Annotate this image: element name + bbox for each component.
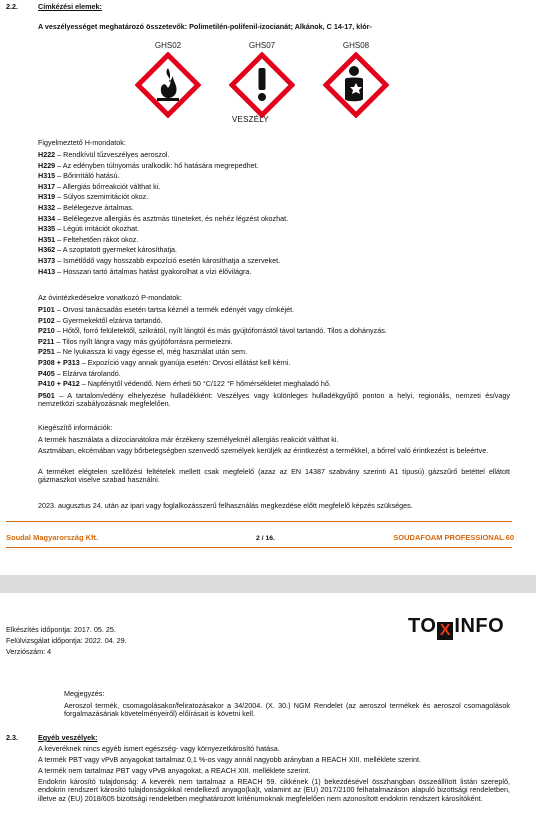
statement-item [38, 327, 387, 335]
statement-text: – Feltehetően rákot okoz. [55, 234, 139, 244]
statement-text: – Rendkívül tűzveszélyes aeroszol. [55, 150, 170, 159]
statement-item [38, 162, 259, 170]
exclamation-mark-icon [229, 52, 295, 118]
statement-code: P308 + P313 [38, 358, 80, 367]
statement-item [38, 338, 233, 346]
statement-item [38, 193, 148, 201]
statement-item [38, 359, 290, 367]
statement-item [38, 317, 163, 325]
statement-item [38, 172, 120, 180]
pictogram-code: GHS02 [154, 41, 182, 50]
statement-text: – Ismétlődő vagy hosszabb expozíció esetén károsíthatja a szerveket. [55, 256, 281, 265]
health-hazard-icon [323, 52, 389, 118]
section-title: Egyéb veszélyek: [38, 733, 98, 742]
section-number: 2.3. [6, 733, 18, 742]
p-statements-title: Az óvintézkedésekre vonatkozó P-mondatok: [38, 293, 182, 302]
statement-text: – Bőrirritáló hatású. [55, 171, 120, 181]
statement-item [38, 257, 280, 265]
footer-divider [6, 521, 512, 522]
note-title: Megjegyzés: [64, 689, 105, 698]
statement-text: – Elzárva tárolandó. [54, 368, 121, 378]
statement-code: P102 [38, 315, 55, 325]
h-statements-title: Figyelmeztető H-mondatok: [38, 138, 126, 147]
version-number: Verziószám: 4 [6, 647, 52, 656]
created-date: Elkészítés időpontja: 2017. 05. 25. [6, 625, 116, 634]
statement-item [38, 370, 121, 378]
statement-item [38, 204, 134, 212]
footer-company: Soudal Magyarország Kft. [6, 533, 99, 542]
footer-divider [6, 547, 512, 548]
statement-text: – Légúti irritációt okozhat. [55, 224, 140, 234]
statement-item [38, 215, 288, 223]
section-number: 2.2. [6, 2, 18, 11]
statement-item [38, 268, 251, 276]
extra-info-line: A termék használata a diizocianátokra már érzékeny személyeknél allergiás reakciót válthat ki. [38, 435, 339, 444]
statement-code: P405 [38, 368, 55, 378]
statement-code: H335 [38, 224, 56, 234]
other-hazards-line: A termék PBT vagy vPvB anyagokat tartalmaz 0,1 %-os vagy annál nagyobb arányban a REACH XIII. melléklete szerint. [38, 755, 421, 764]
statement-item [38, 306, 294, 314]
statement-item [38, 236, 138, 244]
statement-code: H373 [38, 256, 56, 265]
page-separator [0, 575, 536, 593]
statement-code: P211 [38, 336, 55, 346]
statement-code: P251 [38, 347, 55, 357]
pictogram-code: GHS08 [342, 41, 370, 50]
statement-text: – Napfénytől védendő. Nem érheti 50 °C/122 °F hőmérsékletet meghaladó hő. [79, 379, 331, 389]
statement-text: – A szoptatott gyermeket károsíthatja. [55, 245, 178, 255]
statement-code: H413 [38, 266, 56, 276]
reviewed-date: Felülvizsgálat időpontja: 2022. 04. 29. [6, 636, 127, 645]
statement-code: H332 [38, 203, 56, 212]
extra-info-line: 2023. augusztus 24. után az ipari vagy foglalkozásszerű felhasználás megkezdése előtt megfelelő képzés szükséges. [38, 501, 413, 510]
other-hazards-line: A keveréknek nincs egyéb ismert egészség- vagy környezetkárosító hatása. [38, 744, 280, 753]
statement-text: – Hosszan tartó ártalmas hatást gyakorolhat a vízi élővilágra. [55, 266, 252, 276]
statement-item [38, 348, 247, 356]
statement-code: P101 [38, 305, 55, 314]
note-text: Aeroszol termék, csomagolásakor/feliratozásakor a 34/2004. (X. 30.) NGM Rendelet (az aeroszol termékek és aeroszol csomagolások forgalmazásának követelményeiről) előírásait is követni kell. [64, 701, 510, 719]
pictogram-code: GHS07 [248, 41, 276, 50]
statement-item [38, 151, 169, 159]
statement-code: H319 [38, 192, 56, 202]
statement-code: H317 [38, 181, 56, 191]
statement-text: – Expozíció vagy annak gyanúja esetén: Orvosi ellátást kell kérni. [79, 358, 291, 367]
statement-text: – Ne lyukassza ki vagy égesse el, még használat után sem. [54, 347, 247, 357]
p501-statement: P501 – A tartalom/edény elhelyezése hulladékként: Veszélyes vagy különleges hulladékgyűjtő ponton a helyi, regionális, nemzeti és/vagy nemzetközi szabályozásnak megfelelően. [38, 391, 510, 409]
statement-text: – Orvosi tanácsadás esetén tartsa kéznél a termék edényét vagy címkéjét. [54, 305, 295, 314]
endocrine-disruptor-text: Endokrin károsító tulajdonság: A keverék nem tartalmaz a REACH 59. cikkének (1) bekezdésével összhangban összeállított listán szereplő, endokrin rendszert károsító tulajdonságokkal rendelkező anyago(ka)t, valamint az (EU) 2017/2100 felhatalmazáson alapuló bizottsági rendeletben, illetve az (EU) 2018/605 bizottsági rendeletben meghatározott kritériumoknak megfelelően nem azonosított endokrin rendszert károsítóként. [38, 777, 510, 803]
statement-code: H315 [38, 171, 56, 181]
statement-text: – Belélegezve allergiás és asztmás tüneteket, és nehéz légzést okozhat. [55, 213, 289, 223]
section-title: Címkézési elemek: [38, 2, 102, 11]
pictogram-ghs08 [320, 42, 392, 118]
statement-text: – Tilos nyílt lángra vagy más gyújtóforrásra permetezni. [54, 336, 233, 346]
statement-code: H362 [38, 245, 56, 255]
statement-text: – Gyermekektől elzárva tartandó. [54, 315, 163, 325]
statement-item [38, 225, 139, 233]
statement-item [38, 246, 177, 254]
toxinfo-logo: TO X INFO [408, 615, 505, 639]
statement-text: – Az edényben túlnyomás uralkodik: hő hatására megrepedhet. [55, 160, 259, 170]
statement-code: H222 [38, 150, 56, 159]
signal-word: VESZÉLY [232, 115, 269, 124]
extra-info-line: Asztmában, ekcémában vagy bőrbetegségben szenvedő személyek kerüljék az érintkezést a termékkel, a bőrrel való érintkezést is beleértve. [38, 446, 489, 455]
statement-code: H229 [38, 160, 56, 170]
statement-item [38, 380, 331, 388]
statement-item [38, 183, 160, 191]
statement-text: – Allergiás bőrreakciót válthat ki. [55, 181, 161, 191]
statement-code: H334 [38, 213, 56, 223]
extra-info-title: Kiegészítő információk: [38, 423, 113, 432]
extra-info-line: A terméket elégtelen szellőzési feltételek mellett csak megfelelő (azaz az EN 14387 szabvány szerinti A1 típusú) gázszűrő betéttel ellátott gázmaszkot viselve szabad használni. [38, 467, 510, 485]
hazard-components: A veszélyességet meghatározó összetevők: Polimetilén-polifenil-izocianát; Alkánok, C 14-17, klór- [38, 22, 372, 31]
other-hazards-line: A termék nem tartalmaz PBT vagy vPvB anyagokat, a REACH XIII. melléklete szerint. [38, 766, 311, 775]
statement-code: H351 [38, 234, 56, 244]
flame-icon [135, 52, 201, 118]
footer-product: SOUDAFOAM PROFESSIONAL 60 [393, 533, 514, 542]
pictogram-ghs07 [226, 42, 298, 118]
pictogram-ghs02 [132, 42, 204, 118]
statement-text: – Belélegezve ártalmas. [55, 203, 134, 212]
statement-text: – Hőtől, forró felületektől, szikrától, nyílt lángtól és más gyújtóforrástól távol tartandó. Tilos a dohányzás. [54, 326, 387, 336]
statement-code: P410 + P412 [38, 379, 80, 389]
footer-page-number: 2 / 16. [256, 535, 275, 542]
statement-code: P210 [38, 326, 55, 336]
statement-text: – Súlyos szemirritációt okoz. [55, 192, 149, 202]
